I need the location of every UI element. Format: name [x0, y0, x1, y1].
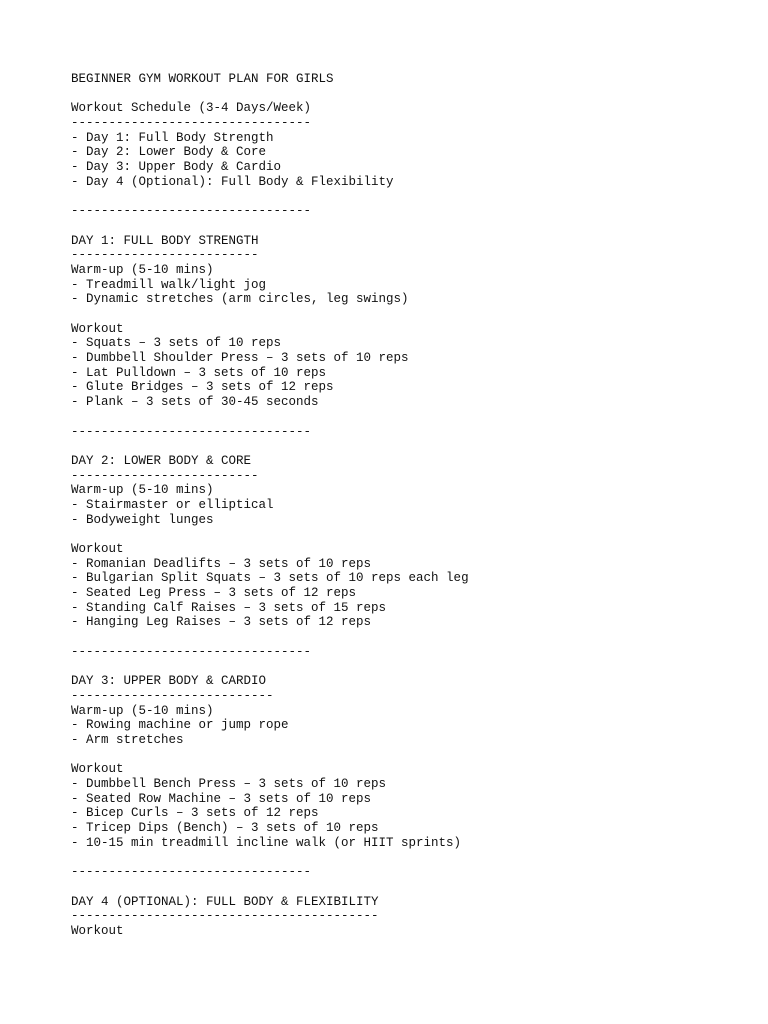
day-1-warmup-item: - Dynamic stretches (arm circles, leg swings) — [71, 292, 409, 307]
schedule-item: - Day 2: Lower Body & Core — [71, 145, 267, 160]
day-2-warmup-item: - Bodyweight lunges — [71, 512, 214, 527]
day-3-workout-item: - Tricep Dips (Bench) – 3 sets of 10 reps — [71, 821, 379, 836]
document-page — [71, 72, 751, 939]
day-2-workout-item: - Romanian Deadlifts – 3 sets of 10 reps — [71, 556, 372, 571]
blank-line — [71, 307, 751, 322]
day-3-rule: --------------------------- — [71, 688, 274, 703]
section-separator: -------------------------------- — [71, 204, 312, 219]
section-separator: -------------------------------- — [71, 424, 312, 439]
schedule-item: - Day 1: Full Body Strength — [71, 130, 274, 145]
day-2-warmup-item: - Stairmaster or elliptical — [71, 497, 274, 512]
blank-line — [71, 850, 751, 865]
blank-line — [71, 87, 751, 102]
blank-line — [71, 660, 751, 675]
blank-line — [71, 190, 751, 205]
day-1-workout-item: - Glute Bridges – 3 sets of 12 reps — [71, 380, 334, 395]
day-1-workout-item: - Lat Pulldown – 3 sets of 10 reps — [71, 365, 327, 380]
day-2-workout-item: - Hanging Leg Raises – 3 sets of 12 reps — [71, 615, 372, 630]
blank-line — [71, 527, 751, 542]
day-3-warmup-heading: Warm-up (5-10 mins) — [71, 703, 214, 718]
day-3-workout-item: - Dumbbell Bench Press – 3 sets of 10 reps — [71, 777, 387, 791]
day-3-workout-item: - 10-15 min treadmill incline walk (or HIIT sprints) — [71, 835, 462, 850]
blank-line — [71, 748, 751, 763]
schedule-heading: Workout Schedule (3-4 Days/Week) — [71, 101, 312, 116]
day-3-workout-item: - Bicep Curls – 3 sets of 12 reps — [71, 806, 319, 821]
day-2-workout-item: - Standing Calf Raises – 3 sets of 15 reps — [71, 600, 387, 615]
day-1-workout-item: - Squats – 3 sets of 10 reps — [71, 336, 282, 351]
day-2-heading: DAY 2: LOWER BODY & CORE — [71, 453, 252, 468]
blank-line — [71, 630, 751, 645]
day-2-workout-heading: Workout — [71, 542, 124, 556]
blank-line — [71, 219, 751, 234]
day-2-workout-item: - Seated Leg Press – 3 sets of 12 reps — [71, 586, 357, 601]
blank-line — [71, 439, 751, 454]
day-2-rule: ------------------------- — [71, 468, 259, 483]
day-1-workout-item: - Plank – 3 sets of 30-45 seconds — [71, 395, 319, 410]
blank-line — [71, 880, 751, 895]
day-1-rule: ------------------------- — [71, 248, 259, 263]
day-3-heading: DAY 3: UPPER BODY & CARDIO — [71, 674, 267, 689]
day-3-workout-item: - Seated Row Machine – 3 sets of 10 reps — [71, 791, 372, 806]
day-1-warmup-item: - Treadmill walk/light jog — [71, 277, 267, 292]
day-1-workout-heading: Workout — [71, 321, 124, 336]
day-4-rule: ----------------------------------------- — [71, 909, 379, 924]
schedule-item: - Day 4 (Optional): Full Body & Flexibility — [71, 174, 394, 189]
day-1-heading: DAY 1: FULL BODY STRENGTH — [71, 233, 259, 248]
day-2-workout-item: - Bulgarian Split Squats – 3 sets of 10 reps each leg — [71, 571, 469, 586]
schedule-rule: -------------------------------- — [71, 116, 312, 131]
day-1-warmup-heading: Warm-up (5-10 mins) — [71, 262, 214, 277]
day-3-workout-heading: Workout — [71, 762, 124, 777]
section-separator: -------------------------------- — [71, 865, 312, 880]
day-2-warmup-heading: Warm-up (5-10 mins) — [71, 483, 214, 498]
schedule-item: - Day 3: Upper Body & Cardio — [71, 160, 282, 175]
day-3-warmup-item: - Rowing machine or jump rope — [71, 718, 289, 733]
day-3-warmup-item: - Arm stretches — [71, 732, 184, 747]
day-1-workout-item: - Dumbbell Shoulder Press – 3 sets of 10 reps — [71, 351, 409, 366]
blank-line — [71, 410, 751, 425]
day-4-heading: DAY 4 (OPTIONAL): FULL BODY & FLEXIBILITY — [71, 894, 379, 909]
day-4-workout-heading: Workout — [71, 923, 124, 938]
section-separator: -------------------------------- — [71, 644, 312, 659]
document-title: BEGINNER GYM WORKOUT PLAN FOR GIRLS — [71, 72, 334, 86]
